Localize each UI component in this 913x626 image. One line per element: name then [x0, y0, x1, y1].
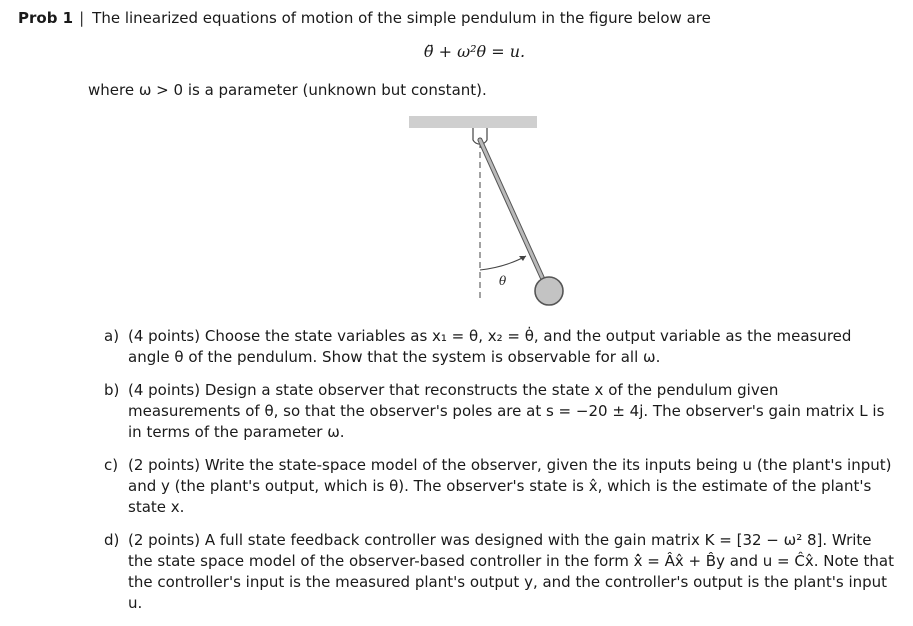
question-b-text: (4 points) Design a state observer that reconstructs the state x of the pendulum given measurements of θ, so that the observer's poles are at s = −20 ± 4j. The observer's gain matrix L is in terms of the parameter ω.	[128, 381, 885, 441]
header-separator: |	[79, 9, 85, 27]
question-list	[104, 326, 894, 626]
question-d-label: d)	[104, 531, 120, 549]
pendulum-bob	[535, 277, 563, 305]
question-b-label: b)	[104, 381, 120, 399]
problem-header	[18, 8, 711, 28]
parameter-note: where ω > 0 is a parameter (unknown but constant).	[88, 81, 487, 99]
question-c-label: c)	[104, 456, 119, 474]
question-c-text: (2 points) Write the state-space model of the observer, given the its inputs being u (the plant's input) and y (the plant's output, which is θ). The observer's state is x̂, which is the estimate of the plant's state x.	[128, 456, 892, 516]
question-d-text: (2 points) A full state feedback controller was designed with the gain matrix K = [32 − ω² 8]. Write the state space model of the observer-based controller in the form x̂̇ = Âx̂ + B̂y and u = Ĉx̂. Note that the controller's input is the measured plant's output y, and the controller's output is the plant's input u.	[128, 531, 894, 612]
question-c	[104, 455, 894, 518]
question-a-label: a)	[104, 327, 120, 345]
question-b	[104, 380, 894, 443]
equation-of-motion: θ̈ + ω²θ = u.	[423, 42, 526, 61]
angle-arc	[480, 256, 526, 270]
problem-intro: The linearized equations of motion of the simple pendulum in the figure below are	[92, 9, 711, 27]
angle-label: θ	[499, 274, 507, 288]
pendulum-rod	[480, 140, 546, 286]
problem-label: Prob 1	[18, 9, 74, 27]
ceiling-support	[409, 116, 537, 128]
pendulum-figure	[400, 110, 570, 310]
question-d	[104, 530, 894, 614]
question-a	[104, 326, 894, 368]
question-a-text: (4 points) Choose the state variables as x₁ = θ, x₂ = θ̇, and the output variable as the measured angle θ of the pendulum. Show that the system is observable for all ω.	[128, 327, 852, 366]
